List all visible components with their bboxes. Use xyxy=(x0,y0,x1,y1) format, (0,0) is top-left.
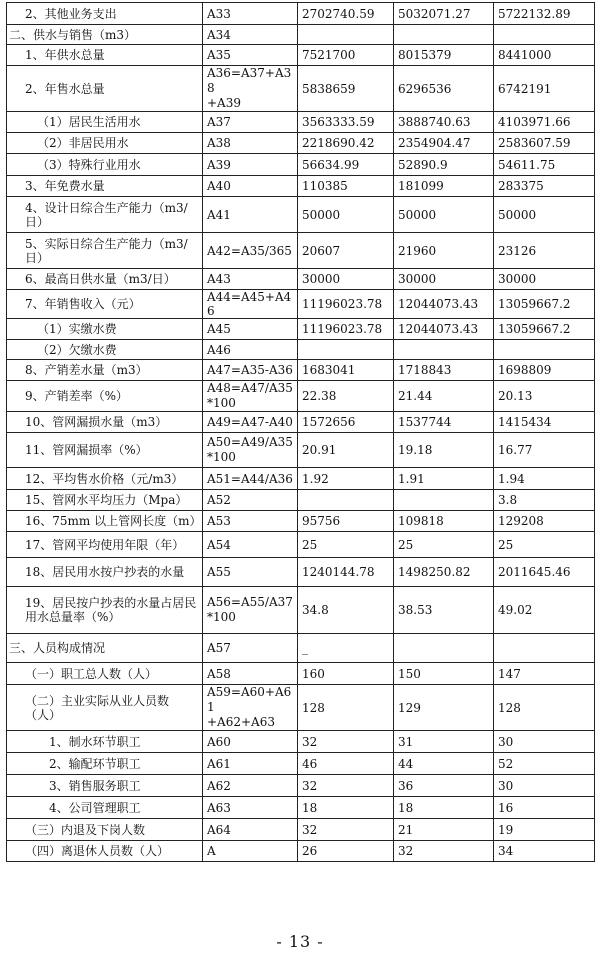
row-label: 16、75mm 以上管网长度（m） xyxy=(7,511,203,532)
statistics-table xyxy=(6,2,595,862)
row-code: A61 xyxy=(203,753,298,775)
row-value-1: 95756 xyxy=(298,511,394,532)
row-value-3: 52 xyxy=(494,753,595,775)
row-value-2: 50000 xyxy=(394,197,494,233)
row-value-1: 26 xyxy=(298,841,394,862)
row-value-3: 6742191 xyxy=(494,66,595,112)
table-row xyxy=(7,587,595,634)
row-value-3: 1415434 xyxy=(494,412,595,433)
row-code: A62 xyxy=(203,775,298,797)
row-value-2: 44 xyxy=(394,753,494,775)
table-body xyxy=(7,3,595,862)
row-code: A53 xyxy=(203,511,298,532)
row-value-3 xyxy=(494,340,595,360)
row-code: A33 xyxy=(203,3,298,25)
row-label: 9、产销差率（%） xyxy=(7,381,203,412)
row-code: A47=A35-A36 xyxy=(203,360,298,381)
row-value-2: 6296536 xyxy=(394,66,494,112)
row-code: A38 xyxy=(203,133,298,154)
row-value-3: 30 xyxy=(494,731,595,753)
row-code: A58 xyxy=(203,663,298,685)
row-value-3: 128 xyxy=(494,685,595,731)
row-value-3: 25 xyxy=(494,532,595,558)
table-row xyxy=(7,381,595,412)
row-value-3: 49.02 xyxy=(494,587,595,634)
row-label: （1）居民生活用水 xyxy=(7,112,203,133)
row-value-2 xyxy=(394,340,494,360)
table-row xyxy=(7,685,595,731)
row-value-2 xyxy=(394,25,494,45)
table-row xyxy=(7,412,595,433)
row-value-2: 1498250.82 xyxy=(394,558,494,587)
row-value-1: 110385 xyxy=(298,176,394,197)
row-value-3: 30 xyxy=(494,775,595,797)
row-value-1: 2218690.42 xyxy=(298,133,394,154)
row-code: A40 xyxy=(203,176,298,197)
row-label: 6、最高日供水量（m3/日） xyxy=(7,269,203,290)
row-value-1: 20607 xyxy=(298,233,394,269)
row-value-1: 2702740.59 xyxy=(298,3,394,25)
table-row xyxy=(7,775,595,797)
table-row xyxy=(7,797,595,819)
row-value-3: 30000 xyxy=(494,269,595,290)
row-code: A55 xyxy=(203,558,298,587)
row-value-1: 32 xyxy=(298,775,394,797)
row-value-3 xyxy=(494,634,595,663)
row-label: 1、制水环节职工 xyxy=(7,731,203,753)
row-value-3: 5722132.89 xyxy=(494,3,595,25)
row-code: A xyxy=(203,841,298,862)
row-value-1: 1572656 xyxy=(298,412,394,433)
row-value-3: 2011645.46 xyxy=(494,558,595,587)
row-value-3: 19 xyxy=(494,819,595,841)
row-label: 2、输配环节职工 xyxy=(7,753,203,775)
row-label: 1、年供水总量 xyxy=(7,45,203,66)
row-value-1: 30000 xyxy=(298,269,394,290)
table-row xyxy=(7,753,595,775)
row-value-2: 129 xyxy=(394,685,494,731)
row-label: 二、供水与销售（m3） xyxy=(7,25,203,45)
table-row xyxy=(7,731,595,753)
table-row xyxy=(7,340,595,360)
row-label: 7、年销售收入（元） xyxy=(7,290,203,319)
row-value-3: 2583607.59 xyxy=(494,133,595,154)
row-code: A54 xyxy=(203,532,298,558)
row-label: 4、设计日综合生产能力（m3/日） xyxy=(7,197,203,233)
row-label: （2）欠缴水费 xyxy=(7,340,203,360)
row-code: A44=A45+A46 xyxy=(203,290,298,319)
row-value-1: 46 xyxy=(298,753,394,775)
table-row xyxy=(7,841,595,862)
row-label: （二）主业实际从业人员数（人） xyxy=(7,685,203,731)
row-value-3: 23126 xyxy=(494,233,595,269)
row-value-2 xyxy=(394,634,494,663)
row-code: A59=A60+A61 +A62+A63 xyxy=(203,685,298,731)
row-value-3: 50000 xyxy=(494,197,595,233)
table-row xyxy=(7,532,595,558)
row-value-2: 12044073.43 xyxy=(394,290,494,319)
table-row xyxy=(7,468,595,490)
table-row xyxy=(7,233,595,269)
row-value-3: 283375 xyxy=(494,176,595,197)
row-value-1: 1683041 xyxy=(298,360,394,381)
row-label: 15、管网水平均压力（Mpa） xyxy=(7,490,203,511)
table-row xyxy=(7,663,595,685)
row-value-1: 1240144.78 xyxy=(298,558,394,587)
row-code: A46 xyxy=(203,340,298,360)
row-value-3: 1698809 xyxy=(494,360,595,381)
row-label: 11、管网漏损率（%） xyxy=(7,433,203,468)
row-value-2: 109818 xyxy=(394,511,494,532)
row-code: A50=A49/A35 *100 xyxy=(203,433,298,468)
row-value-1: 34.8 xyxy=(298,587,394,634)
table-row xyxy=(7,490,595,511)
row-value-2: 38.53 xyxy=(394,587,494,634)
table-row xyxy=(7,290,595,319)
row-value-3: 54611.75 xyxy=(494,154,595,176)
row-label: 5、实际日综合生产能力（m3/日） xyxy=(7,233,203,269)
row-value-2: 1537744 xyxy=(394,412,494,433)
row-value-2: 21.44 xyxy=(394,381,494,412)
row-value-3: 129208 xyxy=(494,511,595,532)
table-row xyxy=(7,360,595,381)
row-value-1 xyxy=(298,25,394,45)
row-value-1: 50000 xyxy=(298,197,394,233)
row-value-1: 128 xyxy=(298,685,394,731)
row-code: A52 xyxy=(203,490,298,511)
table-row xyxy=(7,319,595,340)
row-label: 10、管网漏损水量（m3） xyxy=(7,412,203,433)
row-value-1: 32 xyxy=(298,731,394,753)
row-value-3 xyxy=(494,25,595,45)
row-label: 8、产销差水量（m3） xyxy=(7,360,203,381)
row-label: 19、居民按户抄表的水量占居民用水总量率（%） xyxy=(7,587,203,634)
row-value-1: 7521700 xyxy=(298,45,394,66)
row-value-1: 32 xyxy=(298,819,394,841)
row-value-1: 25 xyxy=(298,532,394,558)
table-row xyxy=(7,197,595,233)
row-label: 3、销售服务职工 xyxy=(7,775,203,797)
row-label: （一）职工总人数（人） xyxy=(7,663,203,685)
row-value-2: 12044073.43 xyxy=(394,319,494,340)
row-value-2: 5032071.27 xyxy=(394,3,494,25)
row-value-3: 1.94 xyxy=(494,468,595,490)
table-row xyxy=(7,511,595,532)
row-value-2: 21 xyxy=(394,819,494,841)
row-code: A36=A37+A38 +A39 xyxy=(203,66,298,112)
table-row xyxy=(7,269,595,290)
row-value-1: 160 xyxy=(298,663,394,685)
row-code: A49=A47-A40 xyxy=(203,412,298,433)
row-value-2: 1.91 xyxy=(394,468,494,490)
row-code: A42=A35/365 xyxy=(203,233,298,269)
row-code: A45 xyxy=(203,319,298,340)
row-code: A63 xyxy=(203,797,298,819)
table-row xyxy=(7,66,595,112)
table-row xyxy=(7,176,595,197)
row-code: A37 xyxy=(203,112,298,133)
row-value-1 xyxy=(298,340,394,360)
row-code: A41 xyxy=(203,197,298,233)
table-row xyxy=(7,819,595,841)
row-value-1: 20.91 xyxy=(298,433,394,468)
table-row xyxy=(7,433,595,468)
row-code: A34 xyxy=(203,25,298,45)
row-value-2: 30000 xyxy=(394,269,494,290)
row-value-1: 11196023.78 xyxy=(298,290,394,319)
row-value-1: 18 xyxy=(298,797,394,819)
row-label: 2、其他业务支出 xyxy=(7,3,203,25)
row-value-1 xyxy=(298,490,394,511)
row-code: A39 xyxy=(203,154,298,176)
table-row xyxy=(7,133,595,154)
row-value-2: 18 xyxy=(394,797,494,819)
row-value-2: 8015379 xyxy=(394,45,494,66)
row-label: 2、年售水总量 xyxy=(7,66,203,112)
row-value-2: 25 xyxy=(394,532,494,558)
row-code: A48=A47/A35 *100 xyxy=(203,381,298,412)
row-code: A60 xyxy=(203,731,298,753)
row-value-3: 3.8 xyxy=(494,490,595,511)
row-label: （三）内退及下岗人数 xyxy=(7,819,203,841)
row-value-2: 32 xyxy=(394,841,494,862)
row-value-1: _ xyxy=(298,634,394,663)
row-value-3: 34 xyxy=(494,841,595,862)
row-label: （四）离退休人员数（人） xyxy=(7,841,203,862)
row-value-2: 36 xyxy=(394,775,494,797)
table-row xyxy=(7,3,595,25)
row-value-2: 31 xyxy=(394,731,494,753)
row-value-3: 13059667.2 xyxy=(494,290,595,319)
row-label: 18、居民用水按户抄表的水量 xyxy=(7,558,203,587)
row-code: A56=A55/A37 *100 xyxy=(203,587,298,634)
row-label: （2）非居民用水 xyxy=(7,133,203,154)
table-row xyxy=(7,634,595,663)
row-label: 17、管网平均使用年限（年） xyxy=(7,532,203,558)
table-row xyxy=(7,112,595,133)
row-code: A57 xyxy=(203,634,298,663)
row-value-2 xyxy=(394,490,494,511)
row-code: A51=A44/A36 xyxy=(203,468,298,490)
row-value-1: 11196023.78 xyxy=(298,319,394,340)
row-value-3: 13059667.2 xyxy=(494,319,595,340)
row-value-2: 52890.9 xyxy=(394,154,494,176)
row-value-3: 16 xyxy=(494,797,595,819)
row-value-1: 22.38 xyxy=(298,381,394,412)
page-number: - 13 - xyxy=(276,932,324,951)
row-label: （3）特殊行业用水 xyxy=(7,154,203,176)
table-row xyxy=(7,25,595,45)
row-value-3: 20.13 xyxy=(494,381,595,412)
row-value-2: 1718843 xyxy=(394,360,494,381)
row-label: 三、人员构成情况 xyxy=(7,634,203,663)
row-label: 12、平均售水价格（元/m3） xyxy=(7,468,203,490)
row-value-1: 56634.99 xyxy=(298,154,394,176)
table-row xyxy=(7,45,595,66)
row-value-1: 3563333.59 xyxy=(298,112,394,133)
row-value-2: 2354904.47 xyxy=(394,133,494,154)
row-value-2: 21960 xyxy=(394,233,494,269)
row-value-1: 1.92 xyxy=(298,468,394,490)
row-value-2: 3888740.63 xyxy=(394,112,494,133)
row-value-3: 147 xyxy=(494,663,595,685)
row-value-3: 8441000 xyxy=(494,45,595,66)
table-row xyxy=(7,154,595,176)
row-value-3: 4103971.66 xyxy=(494,112,595,133)
row-value-2: 19.18 xyxy=(394,433,494,468)
row-code: A35 xyxy=(203,45,298,66)
row-label: 3、年免费水量 xyxy=(7,176,203,197)
row-code: A43 xyxy=(203,269,298,290)
row-value-3: 16.77 xyxy=(494,433,595,468)
row-label: 4、公司管理职工 xyxy=(7,797,203,819)
row-code: A64 xyxy=(203,819,298,841)
row-label: （1）实缴水费 xyxy=(7,319,203,340)
row-value-1: 5838659 xyxy=(298,66,394,112)
row-value-2: 181099 xyxy=(394,176,494,197)
table-row xyxy=(7,558,595,587)
row-value-2: 150 xyxy=(394,663,494,685)
